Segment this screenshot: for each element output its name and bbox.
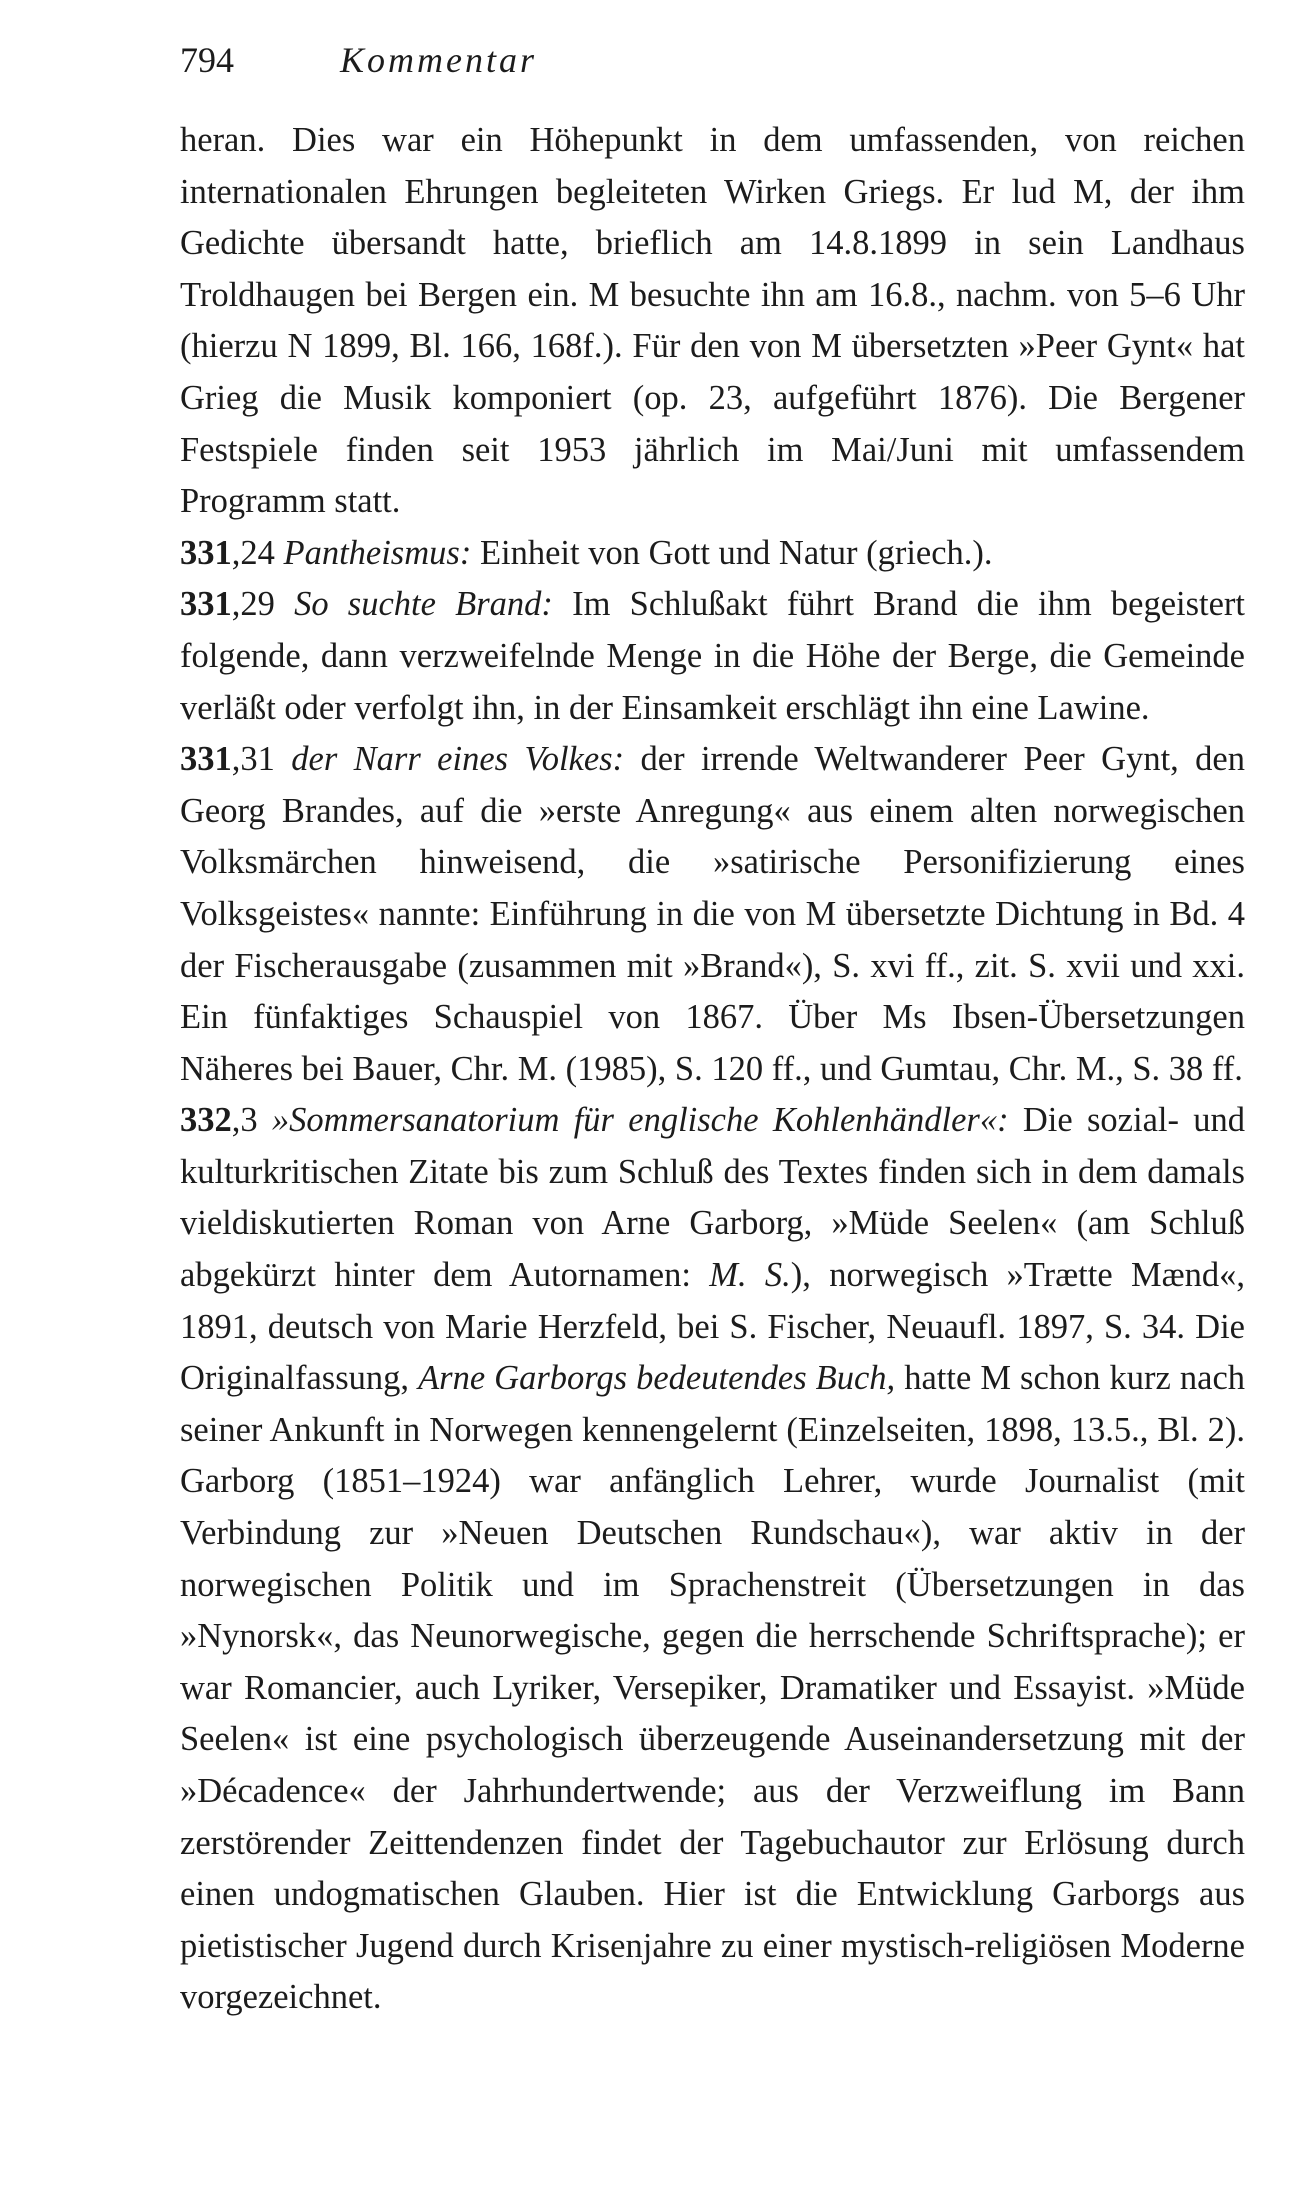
entry-page-ref: 332 [180,1101,232,1140]
commentary-entry [180,1095,1245,2024]
entry-lemma: So suchte Brand: [294,585,553,624]
entry-lemma: der Narr eines Volkes: [291,740,625,779]
page-number: 794 [180,40,234,80]
entry-lemma: »Sommersanatorium für englische Kohlenhändler«: [271,1101,1009,1140]
entry-page-ref: 331 [180,585,232,624]
entry-line-ref: ,29 [231,585,275,624]
entry-page-ref: 331 [180,740,232,779]
entry-line-ref: ,3 [231,1101,258,1140]
running-head [180,30,537,90]
commentary-entry [180,528,1245,580]
running-title: Kommentar [340,40,537,80]
entry-lemma: Pantheismus: [283,533,472,572]
commentary-entry [180,734,1245,1095]
intro-paragraph: heran. Dies war ein Höhepunkt in dem umfassenden, von reichen internationalen Ehrungen begleiteten Wirken Griegs. Er lud M, der ihm Gedichte übersandt hatte, brieflich am 14.8.1899 in sein Landhaus Troldhaugen bei Bergen ein. M besuchte ihn am 16.8., nachm. von 5–6 Uhr (hierzu N 1899, Bl. 166, 168f.). Für den von M übersetzten »Peer Gynt« hat Grieg die Musik komponiert (op. 23, aufgeführt 1876). Die Bergener Festspiele finden seit 1953 jährlich im Mai/Juni mit umfassendem Programm statt. [180,121,1245,521]
entry-text: hatte M schon kurz nach seiner Ankunft in Norwegen kennengelernt (Einzelseiten, 1898, 13.5., Bl. 2). Garborg (1851–1924) war anfänglich Lehrer, wurde Journalist (mit Verbindung zur »Neuen Deutschen Rundschau«), war aktiv in der norwegischen Politik und im Sprachenstreit (Übersetzungen in das »Nynorsk«, das Neunorwegische, gegen die herrschende Schriftsprache); er war Romancier, auch Lyriker, Versepiker, Dramatiker und Essayist. »Müde Seelen« ist eine psychologisch überzeugende Auseinandersetzung mit der »Décadence« der Jahrhundertwende; aus der Verzweiflung im Bann zerstörender Zeittendenzen findet der Tagebuchautor zur Erlösung durch einen undogmatischen Glauben. Hier ist die Entwicklung Garborgs aus pietistischer Jugend durch Krisenjahre zu einer mystisch-religiösen Moderne vorgezeichnet. [180,1359,1246,2017]
entry-text: Im Schlußakt führt Brand die ihm begeistert folgende, dann verzweifelnde Menge in die Höhe der Berge, die Gemeinde verläßt oder verfolgt ihn, in der Einsamkeit erschlägt ihn eine Lawine. [180,585,1246,727]
entry-text: der irrende Weltwanderer Peer Gynt, den Georg Brandes, auf die »erste Anregung« aus einem alten norwegischen Volksmärchen hinweisend, die »satirische Personifizierung eines Volksgeistes« nannte: Einführung in die von M übersetzte Dichtung in Bd. 4 der Fischerausgabe (zusammen mit »Brand«), S. xvi ff., zit. S. xvii und xxi. Ein fünfaktiges Schauspiel von 1867. Über Ms Ibsen-Übersetzungen Näheres bei Bauer, Chr. M. (1985), S. 120 ff., und Gumtau, Chr. M., S. 38 ff. [180,740,1245,1088]
entry-text: ), norwegisch »Trætte Mænd«, 1891, deutsch von Marie Herzfeld, bei S. Fischer, Neuaufl. 1897, S. 34. Die Originalfassung, [180,1256,1245,1398]
entry-text: Die sozial- und kulturkritischen Zitate bis zum Schluß des Textes finden sich in dem damals vieldiskutierten Roman von Arne Garborg, »Müde Seelen« (am Schluß abgekürzt hinter dem Autornamen: [180,1101,1246,1295]
commentary-entry [180,579,1245,734]
entry-page-ref: 331 [180,533,232,572]
entry-line-ref: ,31 [231,740,275,779]
commentary-text [180,115,1245,2024]
entry-text: Einheit von Gott und Natur (griech.). [479,533,993,572]
entry-line-ref: ,24 [231,533,275,572]
entry-italic-abbreviation: M. S. [709,1256,791,1295]
entry-italic-title: Arne Garborgs bedeutendes Buch, [418,1359,896,1398]
